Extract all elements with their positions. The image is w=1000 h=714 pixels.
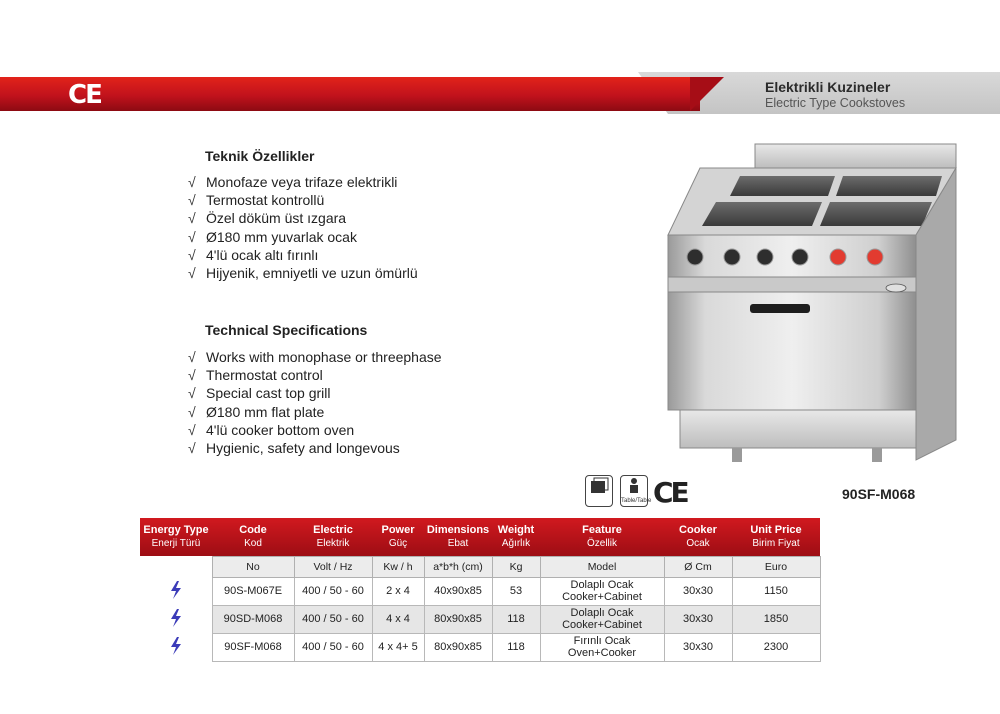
cell-electric: 400 / 50 - 60 [294, 577, 372, 605]
header-power: Power Güç [372, 518, 424, 556]
table-header-row [140, 518, 820, 556]
cell-dimensions: 80x90x85 [424, 633, 492, 661]
spec-item: √ Thermostat control [188, 367, 323, 384]
product-image-electric-cooker [660, 140, 960, 470]
subheader-cell: a*b*h (cm) [424, 556, 492, 577]
header-feature: Feature Özellik [540, 518, 664, 556]
check-icon: √ [188, 439, 196, 456]
check-icon: √ [188, 403, 196, 420]
header-red-band [0, 77, 700, 111]
cell-power: 4 x 4+ 5 [372, 633, 424, 661]
spec-item: √ Special cast top grill [188, 385, 331, 402]
spec-item: √ 4'lü ocak altı fırınlı [188, 246, 319, 263]
check-icon: √ [188, 246, 196, 263]
table-cert-icon [620, 475, 652, 507]
table-row [140, 577, 820, 605]
ce-logo: CE [68, 80, 101, 110]
cell-weight: 118 [492, 633, 540, 661]
table-row [140, 605, 820, 633]
subheader-cell: Model [540, 556, 664, 577]
spec-heading-tr: Teknik Özellikler [205, 148, 315, 164]
spec-heading-en: Technical Specifications [205, 322, 368, 338]
electric-bolt-icon [169, 580, 183, 600]
cell-power: 2 x 4 [372, 577, 424, 605]
header-energy-type: Energy Type Enerji Türü [140, 518, 212, 556]
spec-item: √ Hijyenik, emniyetli ve uzun ömürlü [188, 264, 418, 281]
header-electric: Electric Elektrik [294, 518, 372, 556]
hotplate-back-right [836, 176, 942, 196]
product-table [140, 518, 821, 662]
table-cert-label: Table/Table [621, 498, 652, 504]
check-icon: √ [188, 367, 196, 384]
cabinet-cert-icon [585, 475, 613, 507]
hotplate-back-left [730, 176, 835, 196]
check-icon: √ [188, 174, 196, 190]
cell-code: 90SF-M068 [212, 633, 294, 661]
header-unit-price: Unit Price Birim Fiyat [732, 518, 820, 556]
check-icon: √ [188, 192, 196, 209]
cell-cooker: 30x30 [664, 577, 732, 605]
cell-feature: Fırınlı Ocak Oven+Cooker [540, 633, 664, 661]
brand-badge [886, 284, 906, 292]
spec-item: √ 4'lü cooker bottom oven [188, 421, 355, 438]
spec-item: √ Hygienic, safety and longevous [188, 439, 400, 456]
subheader-cell: Kg [492, 556, 540, 577]
header-dimensions: Dimensions Ebat [424, 518, 492, 556]
spec-item: √ Ø180 mm yuvarlak ocak [188, 228, 357, 245]
spec-list-tr [188, 173, 418, 282]
header-red-band-tail [690, 77, 724, 111]
check-icon: √ [188, 349, 196, 365]
ce-mark-icon: CE [653, 476, 687, 509]
header-weight: Weight Ağırlık [492, 518, 540, 556]
spec-item: √ Termostat kontrollü [188, 192, 325, 209]
check-icon: √ [188, 385, 196, 402]
cell-electric: 400 / 50 - 60 [294, 633, 372, 661]
cell-code: 90SD-M068 [212, 605, 294, 633]
subheader-cell: Kw / h [372, 556, 424, 577]
table-subheader-row [140, 556, 820, 577]
subheader-cell: Ø Cm [664, 556, 732, 577]
product-model-caption: 90SF-M068 [842, 486, 916, 502]
table-row [140, 633, 820, 661]
cell-cooker: 30x30 [664, 605, 732, 633]
spec-item: √ Works with monophase or threephase [188, 349, 442, 365]
page-title: Elektrikli Kuzineler [765, 79, 891, 95]
cell-price: 2300 [732, 633, 820, 661]
subheader-cell: Volt / Hz [294, 556, 372, 577]
spec-item: √ Monofaze veya trifaze elektrikli [188, 174, 398, 190]
cell-cooker: 30x30 [664, 633, 732, 661]
check-icon: √ [188, 421, 196, 438]
cell-price: 1150 [732, 577, 820, 605]
hotplate-front-left [702, 202, 822, 226]
subheader-cell: Euro [732, 556, 820, 577]
cell-weight: 53 [492, 577, 540, 605]
cooker-base [680, 410, 916, 448]
electric-bolt-icon [169, 636, 183, 656]
page-subtitle: Electric Type Cookstoves [765, 96, 906, 110]
cell-dimensions: 40x90x85 [424, 577, 492, 605]
cell-feature: Dolaplı Ocak Cooker+Cabinet [540, 605, 664, 633]
cell-feature: Dolaplı Ocak Cooker+Cabinet [540, 577, 664, 605]
cell-weight: 118 [492, 605, 540, 633]
cell-code: 90S-M067E [212, 577, 294, 605]
cell-price: 1850 [732, 605, 820, 633]
oven-handle [750, 304, 810, 313]
header-cooker: Cooker Ocak [664, 518, 732, 556]
cell-dimensions: 80x90x85 [424, 605, 492, 633]
spec-item: √ Ø180 mm flat plate [188, 403, 325, 420]
check-icon: √ [188, 210, 196, 227]
check-icon: √ [188, 264, 196, 281]
cooker-foot [872, 448, 882, 462]
header-code: Code Kod [212, 518, 294, 556]
cell-power: 4 x 4 [372, 605, 424, 633]
subheader-cell: No [212, 556, 294, 577]
hotplate-front-right [820, 202, 932, 226]
electric-bolt-icon [169, 608, 183, 628]
splashback [755, 144, 956, 168]
spec-list-en [188, 348, 442, 457]
check-icon: √ [188, 228, 196, 245]
spec-item: √ Özel döküm üst ızgara [188, 210, 347, 227]
panel-lip [668, 277, 916, 292]
cell-electric: 400 / 50 - 60 [294, 605, 372, 633]
cooker-foot [732, 448, 742, 462]
